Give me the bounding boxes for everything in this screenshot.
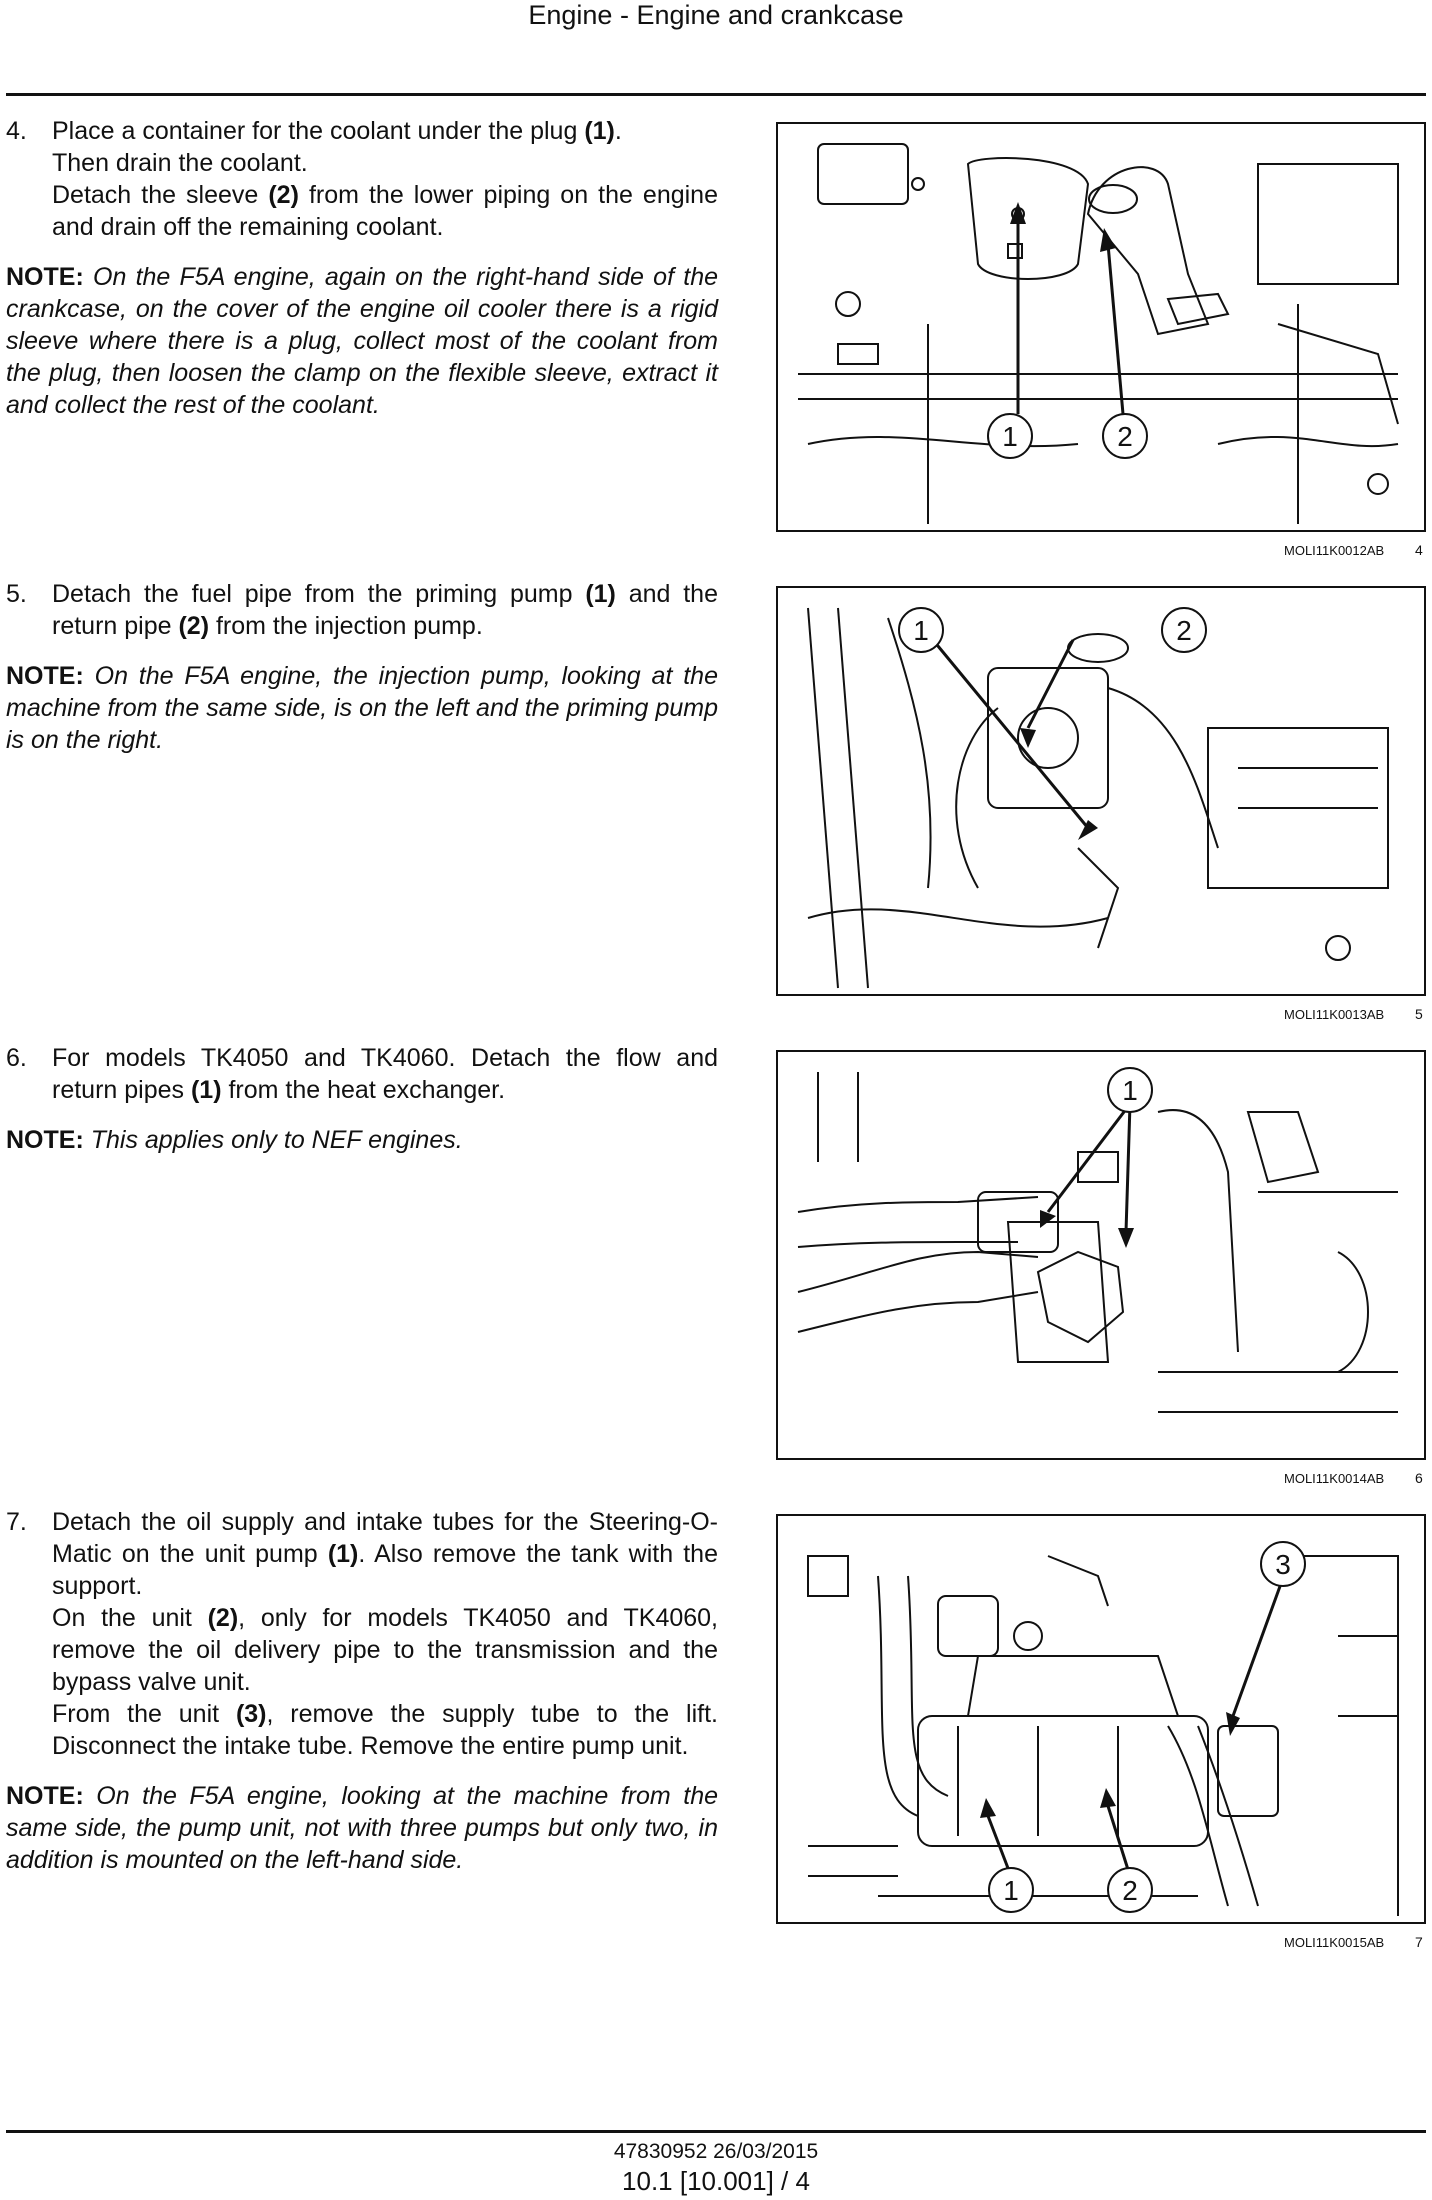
- footer-rule: [6, 2130, 1426, 2133]
- note: NOTE: On the F5A engine, looking at the machine from the same side, the pump unit, not with three pumps but only two, in addition is mounted on the left-hand side.: [6, 1782, 718, 1874]
- figure-6-image: [776, 1050, 1426, 1460]
- figure-4-image: [776, 122, 1426, 532]
- step-4: [6, 115, 718, 421]
- note: NOTE: This applies only to NEF engines.: [6, 1126, 463, 1154]
- figure-number: 7: [1415, 1934, 1423, 1950]
- step-line: From the unit (3), remove the supply tube to the lift. Disconnect the intake tube. Remove the entire pump unit.: [52, 1700, 719, 1760]
- step-7: [6, 1506, 718, 1876]
- step-line: (2) from the injection pump.: [178, 612, 483, 640]
- callout-label: 1: [1122, 1075, 1138, 1106]
- step-line: Detach the sleeve (2) from the lower piping on the engine and drain off the remaining coolant.: [52, 181, 718, 241]
- engine-line-drawing: [778, 124, 1426, 532]
- step-line: Detach the fuel pipe from the priming pump (1) and the return pipe: [52, 580, 718, 640]
- header-rule: [6, 93, 1426, 96]
- figure-code: MOLI11K0012AB: [1284, 543, 1385, 558]
- callout-label: 1: [913, 615, 929, 646]
- engine-line-drawing: [778, 1052, 1426, 1460]
- step-line: Then drain the coolant.: [52, 149, 308, 177]
- step-line: On the unit (2), only for models TK4050 and TK4060, remove the oil delivery pipe to the transmission and the bypass valve unit.: [52, 1604, 719, 1696]
- figure-number: 6: [1415, 1470, 1423, 1486]
- step-line: For models TK4050 and TK4060. Detach the flow and return pipes (1) from the heat exchanger.: [52, 1044, 718, 1104]
- engine-line-drawing: [778, 1516, 1426, 1924]
- step-line: Place a container for the coolant under the plug (1).: [52, 117, 622, 145]
- figure-code: MOLI11K0014AB: [1284, 1471, 1385, 1486]
- footer-doc-id: 47830952 26/03/2015: [613, 2140, 819, 2163]
- figure-5-image: [776, 586, 1426, 996]
- figure-code: MOLI11K0013AB: [1284, 1007, 1385, 1022]
- figure-code: MOLI11K0015AB: [1284, 1935, 1385, 1950]
- callout-label: 2: [1176, 615, 1192, 646]
- figure-number: 4: [1415, 542, 1423, 558]
- page-header-title: Engine - Engine and crankcase: [528, 0, 904, 30]
- step-6: [6, 1042, 718, 1156]
- note: NOTE: On the F5A engine, again on the right-hand side of the crankcase, on the cover of the engine oil cooler there is a rigid sleeve where there is a plug, collect most of the coolant from the plug, then loosen the clamp on the flexible sleeve, extract it and collect the rest of the coolant.: [6, 263, 718, 419]
- step-number: 7.: [6, 1508, 27, 1536]
- callout-label: 2: [1117, 421, 1133, 452]
- callout-label: 1: [1003, 1875, 1019, 1906]
- engine-line-drawing: [778, 588, 1426, 996]
- figure-number: 5: [1415, 1006, 1423, 1022]
- figure-7-image: [776, 1514, 1426, 1924]
- step-5: [6, 578, 718, 756]
- callout-label: 1: [1002, 421, 1018, 452]
- step-number: 6.: [6, 1044, 27, 1072]
- note: NOTE: On the F5A engine, the injection pump, looking at the machine from the same side, is on the left and the priming pump is on the right.: [6, 662, 718, 754]
- step-number: 4.: [6, 117, 27, 145]
- step-number: 5.: [6, 580, 27, 608]
- callout-label: 3: [1275, 1549, 1291, 1580]
- footer-page-ref: 10.1 [10.001] / 4: [622, 2166, 810, 2196]
- step-line: Detach the oil supply and intake tubes for the Steering-O-Matic on the unit pump (1). Also remove the tank with the support.: [52, 1508, 718, 1600]
- callout-label: 2: [1122, 1875, 1138, 1906]
